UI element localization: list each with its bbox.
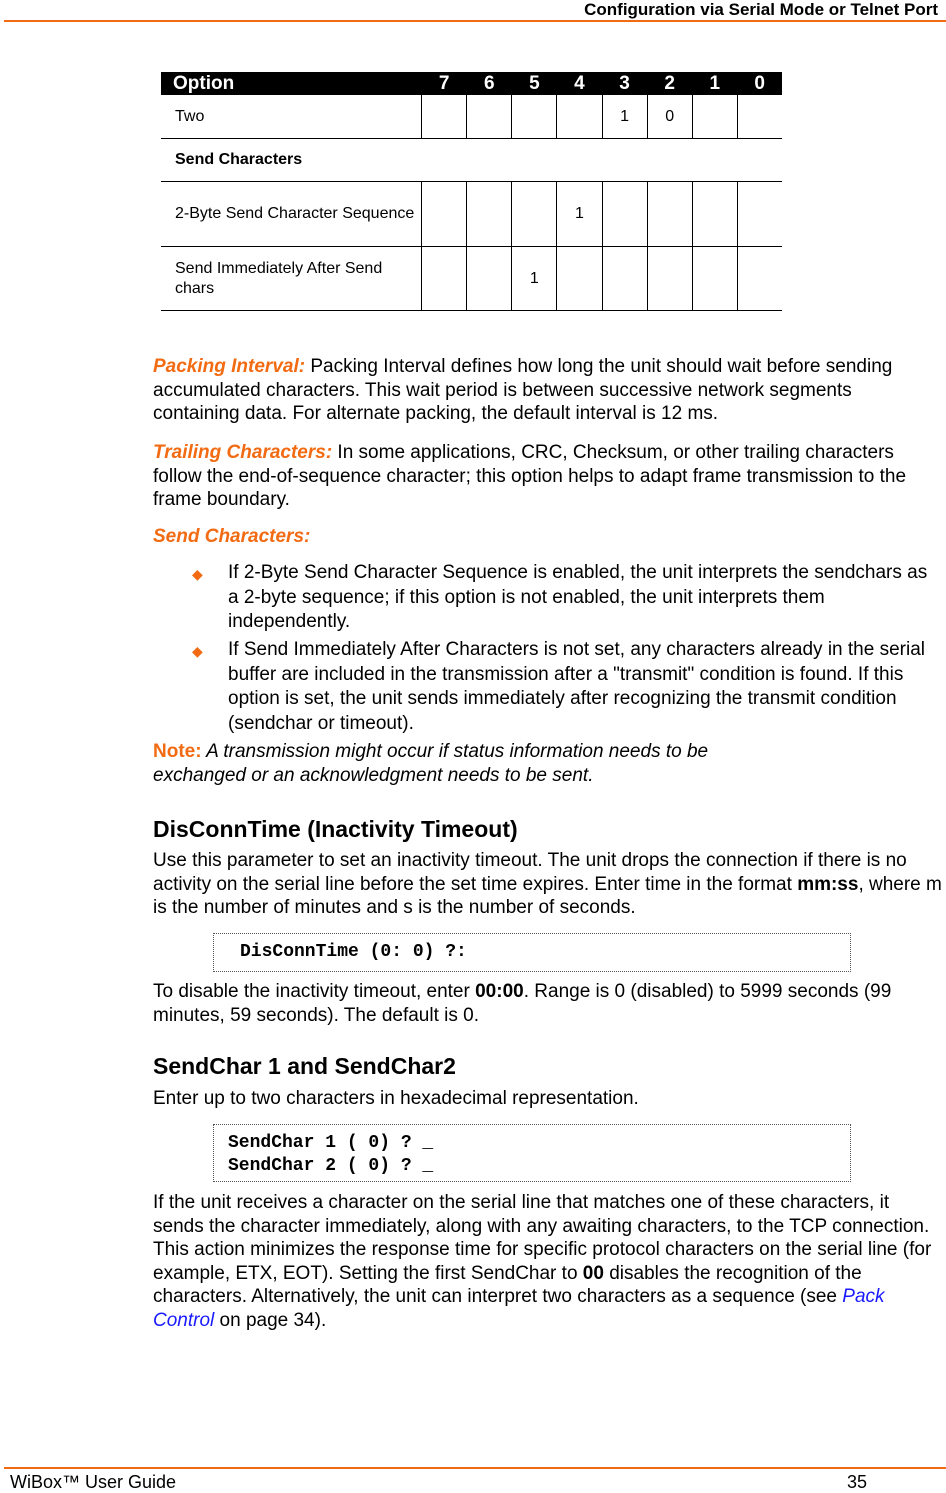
bit-cell <box>647 182 692 247</box>
col-bit-4: 4 <box>557 72 602 95</box>
bit-cell <box>557 247 602 311</box>
diamond-bullet-icon: ◆ <box>192 566 203 582</box>
note-line1: A transmission might occur if status information needs to be <box>201 741 709 762</box>
bit-cell <box>557 95 602 139</box>
col-bit-5: 5 <box>512 72 557 95</box>
row-label: Send Immediately After Send chars <box>161 247 422 311</box>
bit-cell <box>422 95 467 139</box>
table-header-row <box>161 72 782 95</box>
bit-cell: 0 <box>647 95 692 139</box>
col-bit-2: 2 <box>647 72 692 95</box>
row-label: Two <box>161 95 422 139</box>
col-bit-3: 3 <box>602 72 647 95</box>
disconntime-after-paragraph <box>153 980 943 1027</box>
trailing-characters-paragraph <box>153 441 943 512</box>
note-line2: exchanged or an acknowledgment needs to be sent. <box>153 765 594 786</box>
sendchar-code <box>228 1132 433 1178</box>
bit-cell <box>467 95 512 139</box>
table-row <box>161 182 782 247</box>
col-option: Option <box>161 72 422 95</box>
bit-cell <box>512 182 557 247</box>
disconn-format: mm:ss <box>797 873 859 895</box>
sendchar-text-pre: If the unit receives a character on the serial line that matches one of these characters, it sends the character immediately, along with any awaiting characters, to the TCP connection. This action minimizes the response time for specific protocol characters on the serial line (for example, ETX, EOT). Setting the first SendChar to <box>153 1192 932 1284</box>
sendchar-code-box <box>213 1124 851 1182</box>
table-row <box>161 95 782 139</box>
bit-cell <box>602 182 647 247</box>
packing-interval-paragraph <box>153 355 943 426</box>
send-characters-label: Send Characters: <box>153 526 311 547</box>
disconn-after-post: . Range is 0 (disabled) to 5999 seconds (99 minutes, 59 seconds). The default is 0. <box>153 981 892 1026</box>
trailing-label: Trailing Characters: <box>153 442 333 463</box>
bit-cell <box>692 182 737 247</box>
footer-rule <box>4 1467 946 1469</box>
bit-cell <box>647 247 692 311</box>
disconntime-code: DisConnTime (0: 0) ?: <box>240 942 467 962</box>
section-label: Send Characters <box>161 139 782 182</box>
sendchar-text-post: on page 34). <box>214 1309 327 1331</box>
bit-cell <box>692 247 737 311</box>
bit-cell: 1 <box>602 95 647 139</box>
sendchar-intro: Enter up to two characters in hexadecimal representation. <box>153 1088 639 1109</box>
bit-cell <box>467 182 512 247</box>
bit-cell <box>737 182 782 247</box>
disconn-after-pre: To disable the inactivity timeout, enter <box>153 981 476 1002</box>
bit-cell <box>422 247 467 311</box>
packing-label: Packing Interval: <box>153 356 306 377</box>
bit-cell <box>602 247 647 311</box>
trailing-text: In some applications, CRC, Checksum, or other trailing characters follow the end-of-sequence character; this option helps to adapt frame transmission to the frame boundary. <box>153 442 907 510</box>
table-row <box>161 247 782 311</box>
bit-cell <box>467 247 512 311</box>
footer-guide-title: WiBox™ User Guide <box>10 1472 177 1492</box>
diamond-bullet-icon: ◆ <box>192 643 203 659</box>
bit-cell <box>737 247 782 311</box>
bit-cell: 1 <box>512 247 557 311</box>
sendchar-text-mid: disables the recognition of the characters. Alternatively, the unit can interpret two characters as a sequence (see <box>153 1262 862 1307</box>
header-rule <box>4 20 946 22</box>
note-paragraph <box>153 740 943 788</box>
disconn-text-post: , where m is the number of minutes and s is the number of seconds. <box>153 873 942 918</box>
bit-cell <box>512 95 557 139</box>
disconntime-heading: DisConnTime (Inactivity Timeout) <box>153 816 518 842</box>
bit-cell: 1 <box>557 182 602 247</box>
note-label: Note: <box>153 741 202 762</box>
bit-cell <box>692 95 737 139</box>
options-table <box>161 72 782 311</box>
disconntime-code-box <box>213 933 851 972</box>
pack-control-link[interactable]: Pack Control <box>153 1286 885 1331</box>
header-title: Configuration via Serial Mode or Telnet Port <box>584 0 938 19</box>
sendchar-code-line-2: SendChar 2 ( 0) ? _ <box>228 1156 434 1176</box>
packing-text: Packing Interval defines how long the unit should wait before sending accumulated characters. This wait period is between successive network segments containing data. For alternate packing, the default interval is 12 ms. <box>153 356 893 424</box>
bit-cell <box>737 95 782 139</box>
bullet-item: If 2-Byte Send Character Sequence is enabled, the unit interprets the sendchars as a 2-byte sequence; if this option is not enabled, the unit interprets them independently. <box>228 562 928 632</box>
sendchar-bold: 00 <box>582 1262 604 1284</box>
col-bit-6: 6 <box>467 72 512 95</box>
bit-cell <box>422 182 467 247</box>
disconntime-paragraph <box>153 849 943 920</box>
table-section-row <box>161 139 782 182</box>
bullet-item: If Send Immediately After Characters is not set, any characters already in the serial buffer are included in the transmission after a "transmit" condition is found. If this option is set, the unit sends immediately after recognizing the transmit condition (sendchar or timeout). <box>228 639 925 734</box>
page-number: 35 <box>847 1472 868 1492</box>
row-label: 2-Byte Send Character Sequence <box>161 182 422 247</box>
col-bit-7: 7 <box>422 72 467 95</box>
disconn-after-bold: 00:00 <box>475 981 524 1002</box>
sendchar-heading: SendChar 1 and SendChar2 <box>153 1053 456 1079</box>
sendchar-paragraph <box>153 1191 943 1332</box>
col-bit-0: 0 <box>737 72 782 95</box>
disconn-text-pre: Use this parameter to set an inactivity timeout. The unit drops the connection if there is no activity on the serial line before the set time expires. Enter time in the format <box>153 850 907 895</box>
col-bit-1: 1 <box>692 72 737 95</box>
sendchar-code-line-1: SendChar 1 ( 0) ? _ <box>228 1133 434 1153</box>
